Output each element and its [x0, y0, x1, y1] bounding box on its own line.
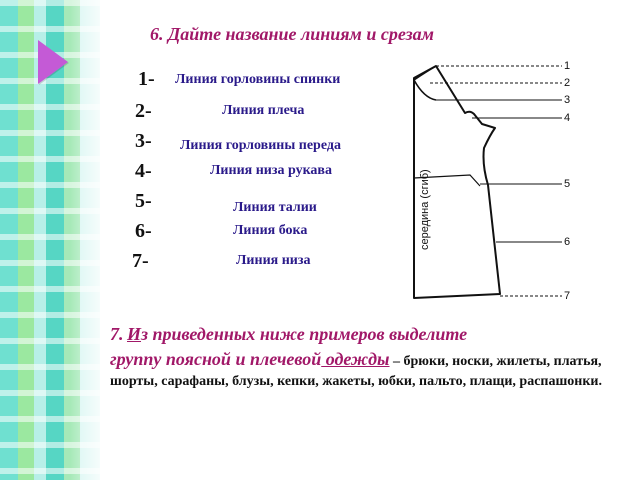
answer-7: Линия низа [236, 253, 311, 268]
decorative-sidebar-fade [70, 0, 110, 480]
marker-1: 1 [564, 60, 571, 72]
item-number-7: 7- [132, 250, 149, 272]
task-7-lead-3: одежды [321, 349, 390, 369]
answer-2: Линия плеча [222, 103, 305, 118]
answer-3: Линия горловины переда [180, 138, 341, 153]
answer-1: Линия горловины спинки [175, 72, 341, 87]
marker-6: 6 [564, 236, 571, 248]
marker-3: 3 [564, 94, 571, 106]
task-7-number: 7. [110, 324, 124, 344]
task-7-lead-1: з приведенных ниже примеров выделите [141, 324, 468, 344]
item-number-6: 6- [135, 220, 152, 242]
marker-2: 2 [564, 77, 571, 89]
item-number-4: 4- [135, 160, 152, 182]
task-7-clothing-list: – брюки, носки, жилеты, платья, шорты, сарафаны, блузы, кепки, жакеты, юбки, пальто, плащи, распашонки. [110, 354, 602, 389]
item-number-1: 1- [138, 68, 155, 90]
item-number-3: 3- [135, 130, 152, 152]
play-triangle-icon [38, 40, 68, 84]
task-7-first-letter: И [127, 324, 142, 344]
answer-4: Линия низа рукава [210, 163, 332, 178]
item-number-5: 5- [135, 190, 152, 212]
page-title: 6. Дайте название линиям и срезам [150, 24, 434, 44]
marker-7: 7 [564, 290, 571, 302]
marker-4: 4 [564, 112, 571, 124]
center-fold-label: середина (сгиб) [419, 169, 431, 250]
garment-pattern-diagram [400, 50, 590, 310]
item-number-2: 2- [135, 100, 152, 122]
task-7-lead-2: группу поясной и плечевой [110, 349, 322, 369]
pattern-back-neck [414, 66, 436, 80]
marker-5: 5 [564, 178, 571, 190]
task-7-block [110, 322, 620, 392]
answer-6: Линия бока [233, 223, 308, 238]
answer-5: Линия талии [233, 200, 317, 215]
